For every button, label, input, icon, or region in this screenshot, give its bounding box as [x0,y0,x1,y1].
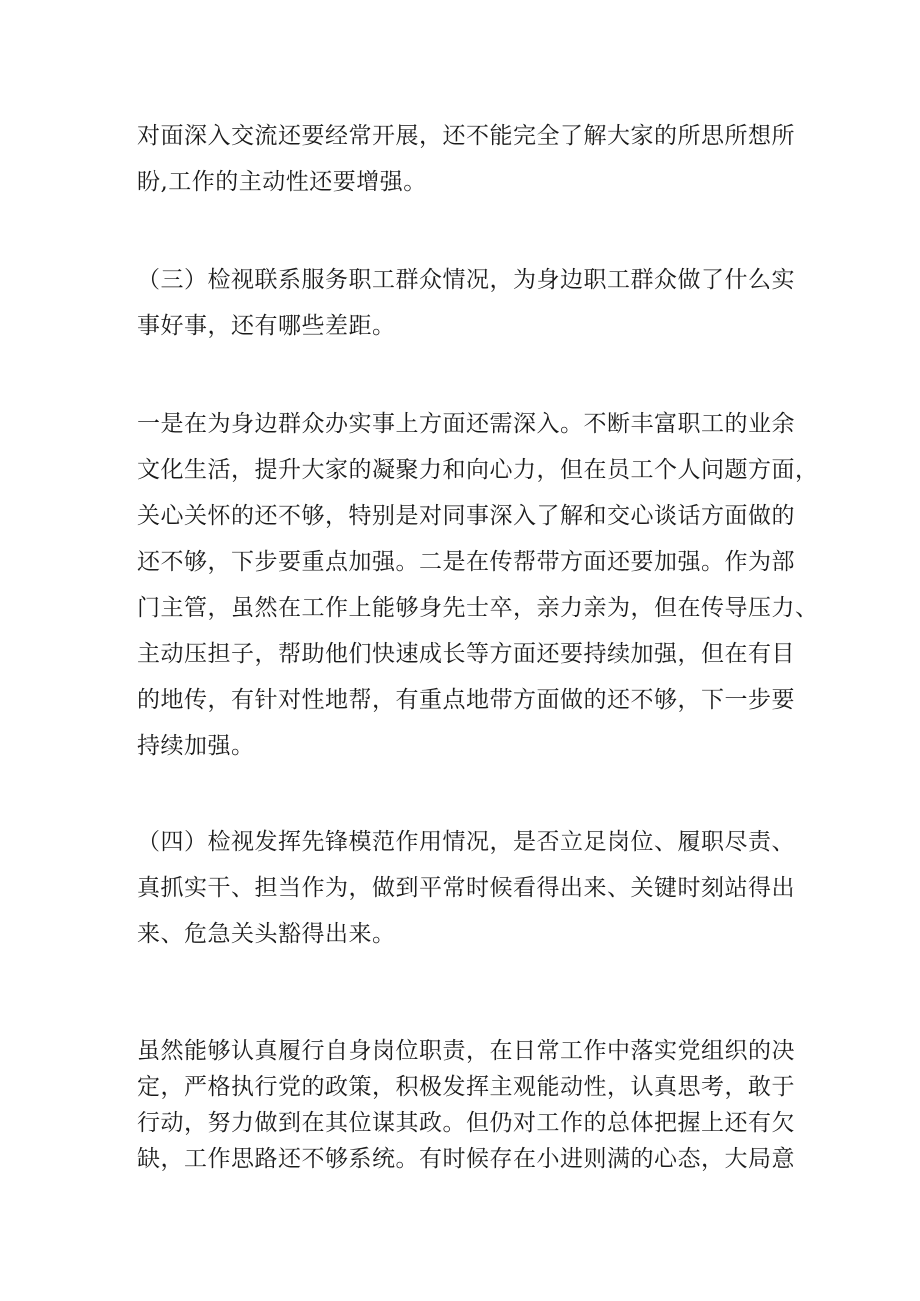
text-line: 还不够，下步要重点加强。二是在传帮带方面还要加强。作为部 [137,549,795,575]
text-line: 定，严格执行党的政策，积极发挥主观能动性，认真思考，敢于 [137,1074,795,1100]
text-line: 真抓实干、担当作为，做到平常时候看得出来、关键时刻站得出 [137,875,795,901]
text-line: 缺，工作思路还不够系统。有时候存在小进则满的心态，大局意 [137,1146,795,1172]
text-line: 对面深入交流还要经常开展，还不能完全了解大家的所思所想所 [137,123,795,149]
paragraph-continuation [137,113,797,205]
text-line: 持续加强。 [137,733,255,759]
text-line: 门主管，虽然在工作上能够身先士卒，亲力亲为，但在传导压力、 [137,595,819,621]
section-heading-four [137,819,797,957]
section-heading-three [137,257,797,349]
text-line: 一是在为身边群众办实事上方面还需深入。不断丰富职工的业余 [137,411,795,437]
paragraph-section-four-body [137,1033,797,1177]
text-line: 事好事，还有哪些差距。 [137,313,396,339]
text-line: 文化生活，提升大家的凝聚力和向心力，但在员工个人问题方面， [137,457,819,483]
text-line: 盼,工作的主动性还要增强。 [137,169,427,195]
text-line: 的地传，有针对性地帮，有重点地带方面做的还不够，下一步要 [137,687,795,713]
text-line: （四）检视发挥先锋模范作用情况，是否立足岗位、履职尽责、 [137,829,795,855]
text-line: 来、危急关头豁得出来。 [137,921,396,947]
paragraph-section-three-body [137,401,819,769]
text-line: 关心关怀的还不够，特别是对同事深入了解和交心谈话方面做的 [137,503,795,529]
text-line: 行动，努力做到在其位谋其政。但仍对工作的总体把握上还有欠 [137,1110,795,1136]
text-line: 虽然能够认真履行自身岗位职责，在日常工作中落实党组织的决 [137,1038,795,1064]
text-line: 主动压担子，帮助他们快速成长等方面还要持续加强，但在有目 [137,641,795,667]
text-line: （三）检视联系服务职工群众情况，为身边职工群众做了什么实 [137,267,795,293]
